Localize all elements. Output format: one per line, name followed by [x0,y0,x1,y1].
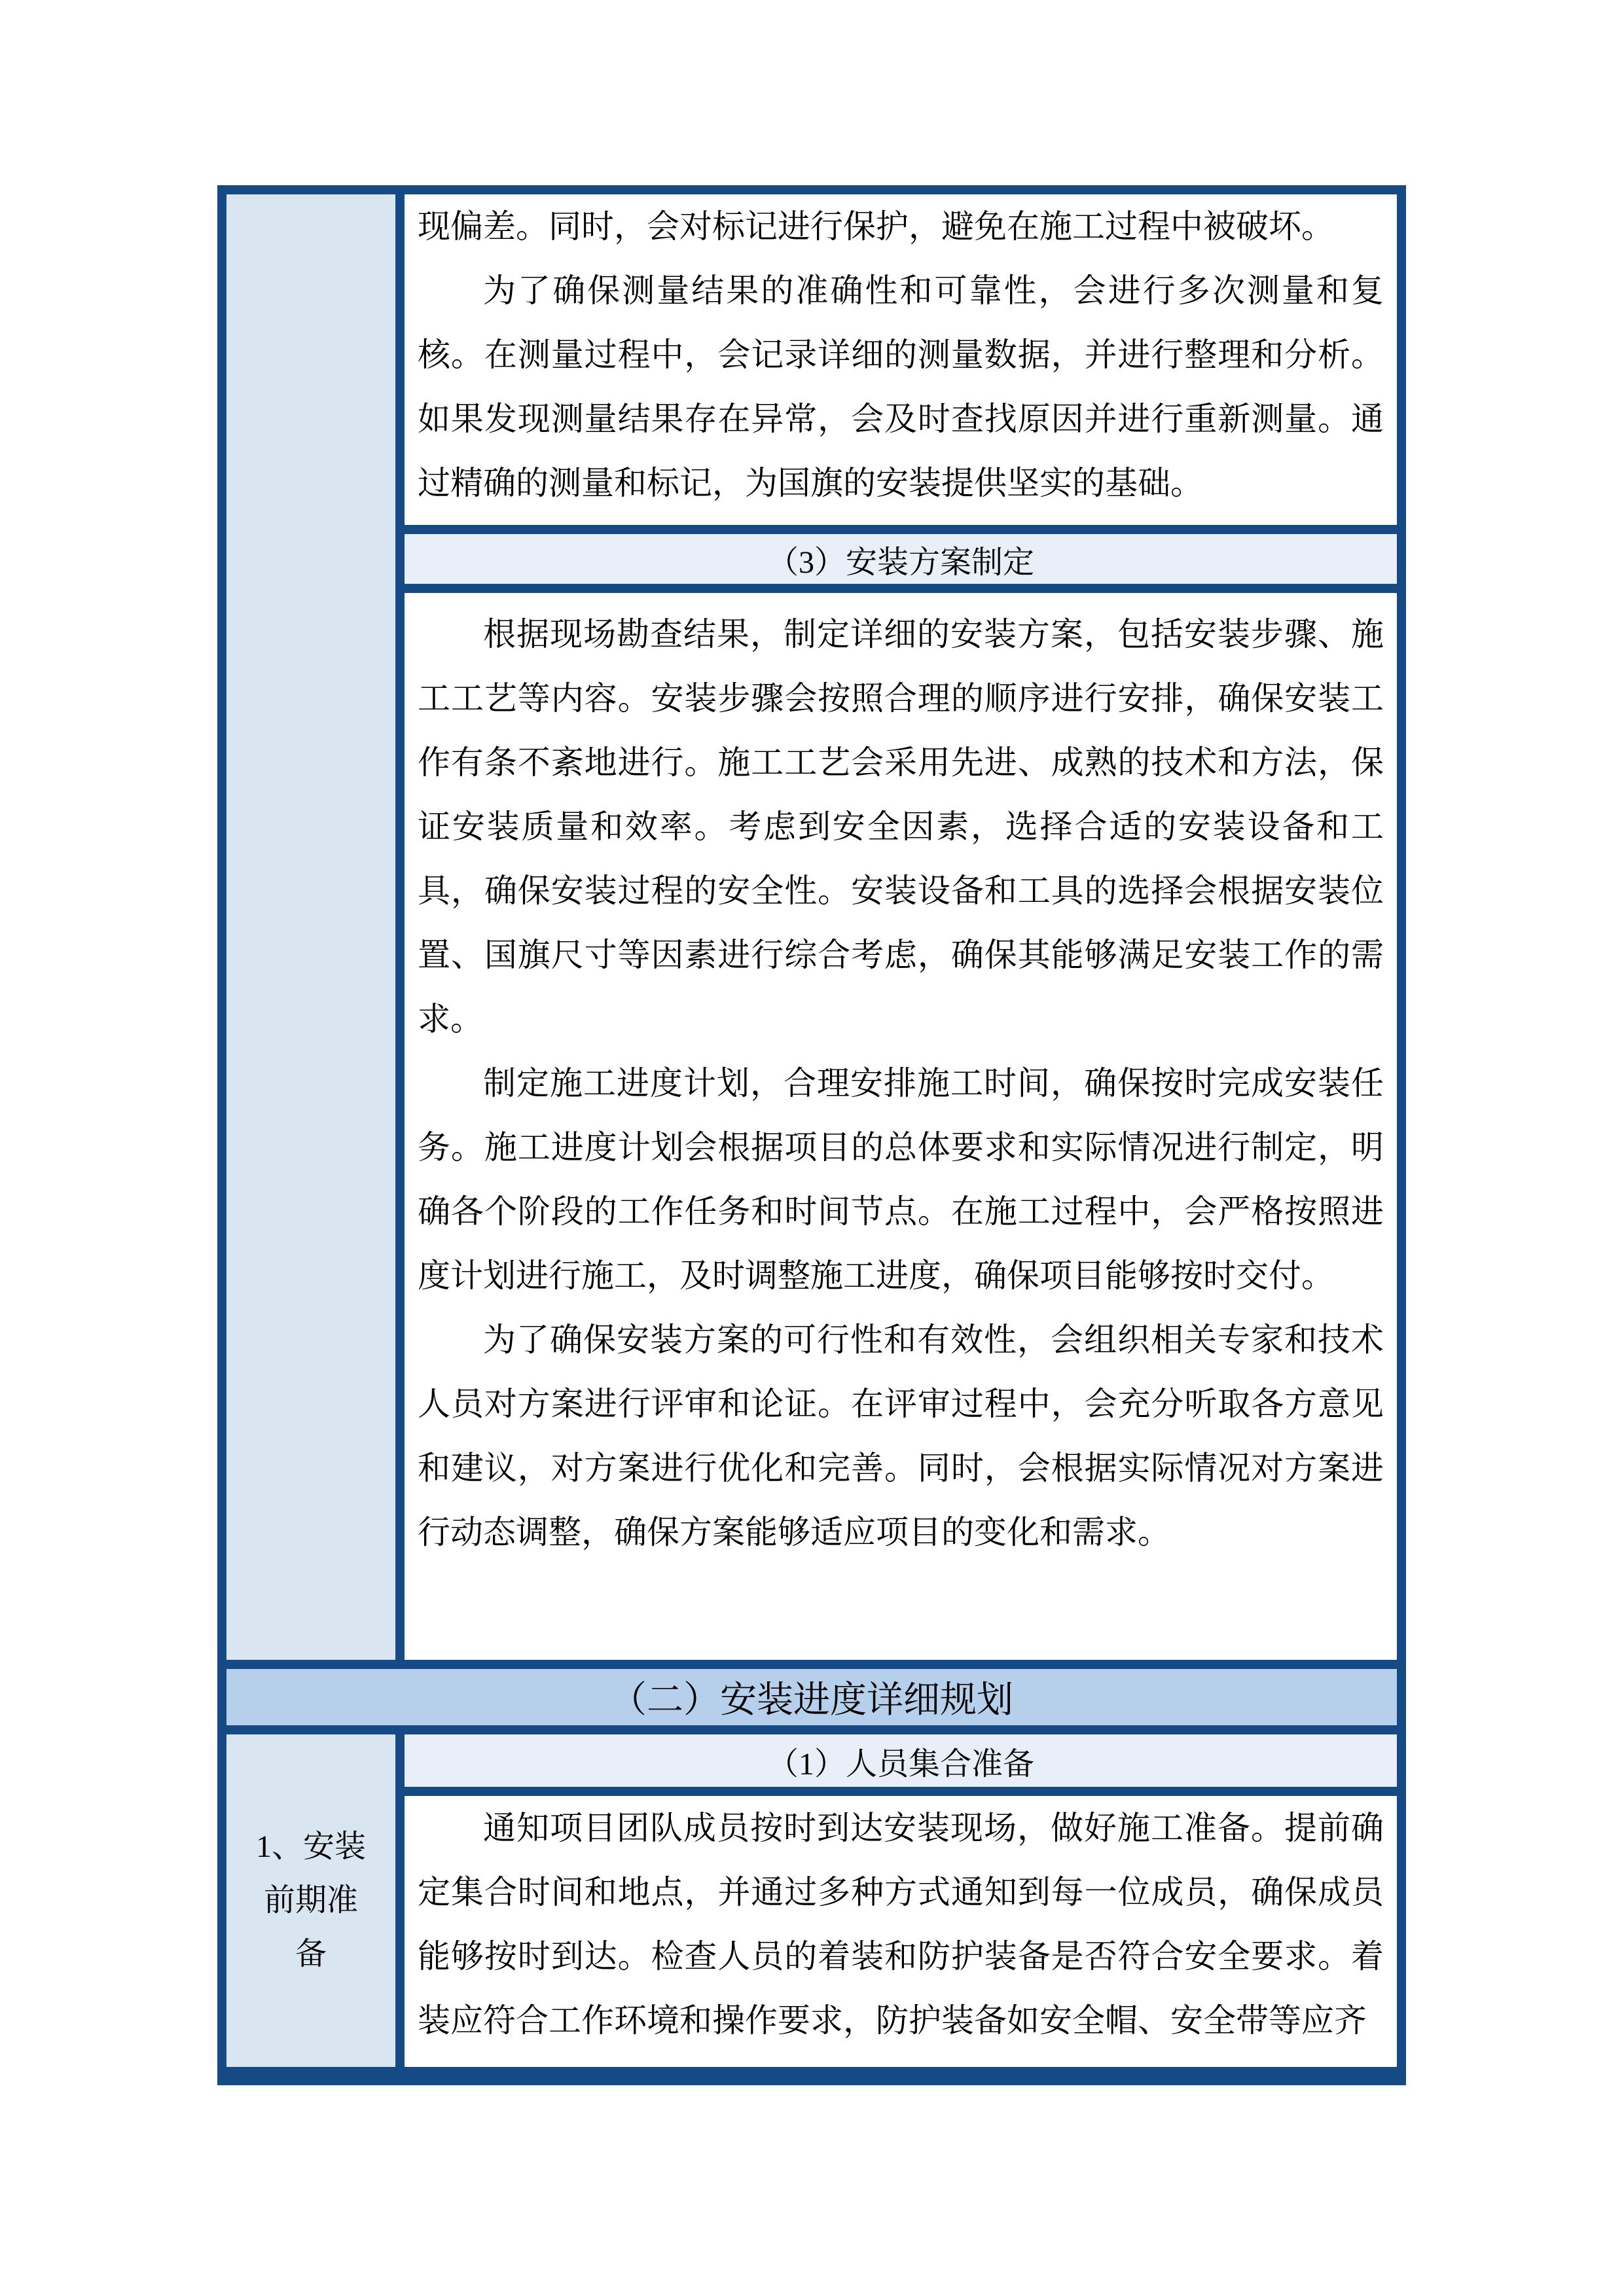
paragraph-personnel-notification: 通知项目团队成员按时到达安装现场，做好施工准备。提前确定集合时间和地点，并通过多种方式通知到每一位成员，确保成员能够按时到达。检查人员的着装和防护装备是否符合安全要求。着装应符合工作环境和操作要求，防护装备如安全帽、安全带等应齐 [418,1810,1384,2039]
section-header-progress-planning [226,1669,1397,1725]
plan-table [217,185,1406,2085]
paragraph-measurement-continuation: 现偏差。同时，会对标记进行保护，避免在施工过程中被破坏。 [418,208,1334,245]
sidebar-preparation-line-1: 1、安装 [255,1829,366,1864]
sidebar-cell-preparation [226,1734,395,2067]
paragraph-plan-content: 根据现场勘查结果，制定详细的安装方案，包括安装步骤、施工工艺等内容。安装步骤会按照合理的顺序进行安排，确保安装工作有条不紊地进行。施工工艺会采用先进、成熟的技术和方法，保证安装质量和效率。考虑到安全因素，选择合适的安装设备和工具，确保安装过程的安全性。安装设备和工具的选择会根据安装位置、国旗尺寸等因素进行综合考虑，确保其能够满足安装工作的需求。 [418,616,1384,1037]
paragraph-plan-schedule: 制定施工进度计划，合理安排施工时间，确保按时完成安装任务。施工进度计划会根据项目的总体要求和实际情况进行制定，明确各个阶段的工作任务和时间节点。在施工过程中，会严格按照进度计划进行施工，及时调整施工进度，确保项目能够按时交付。 [418,1065,1384,1294]
subheader-personnel-assembly-label: （1）人员集合准备 [767,1746,1034,1782]
paragraph-plan-review: 为了确保安装方案的可行性和有效性，会组织相关专家和技术人员对方案进行评审和论证。在评审过程中，会充分听取各方意见和建议，对方案进行优化和完善。同时，会根据实际情况对方案进行动态调整，确保方案能够适应项目的变化和需求。 [418,1321,1384,1551]
section-header-progress-planning-label: （二）安装进度详细规划 [610,1680,1013,1721]
subheader-installation-plan [405,534,1397,584]
sidebar-preparation-line-2: 前期准 [263,1883,358,1918]
sidebar-preparation-line-3: 备 [295,1937,327,1971]
sidebar-cell-empty [226,194,395,1660]
subheader-installation-plan-label: （3）安装方案制定 [767,545,1034,580]
subheader-personnel-assembly [405,1734,1397,1787]
plan-text-cell [405,593,1397,1660]
paragraph-measurement-verification: 为了确保测量结果的准确性和可靠性，会进行多次测量和复核。在测量过程中，会记录详细的测量数据，并进行整理和分析。如果发现测量结果存在异常，会及时查找原因并进行重新测量。通过精确的测量和标记，为国旗的安装提供坚实的基础。 [418,272,1384,501]
measurement-text-cell [405,194,1397,525]
personnel-text-cell [405,1796,1397,2067]
